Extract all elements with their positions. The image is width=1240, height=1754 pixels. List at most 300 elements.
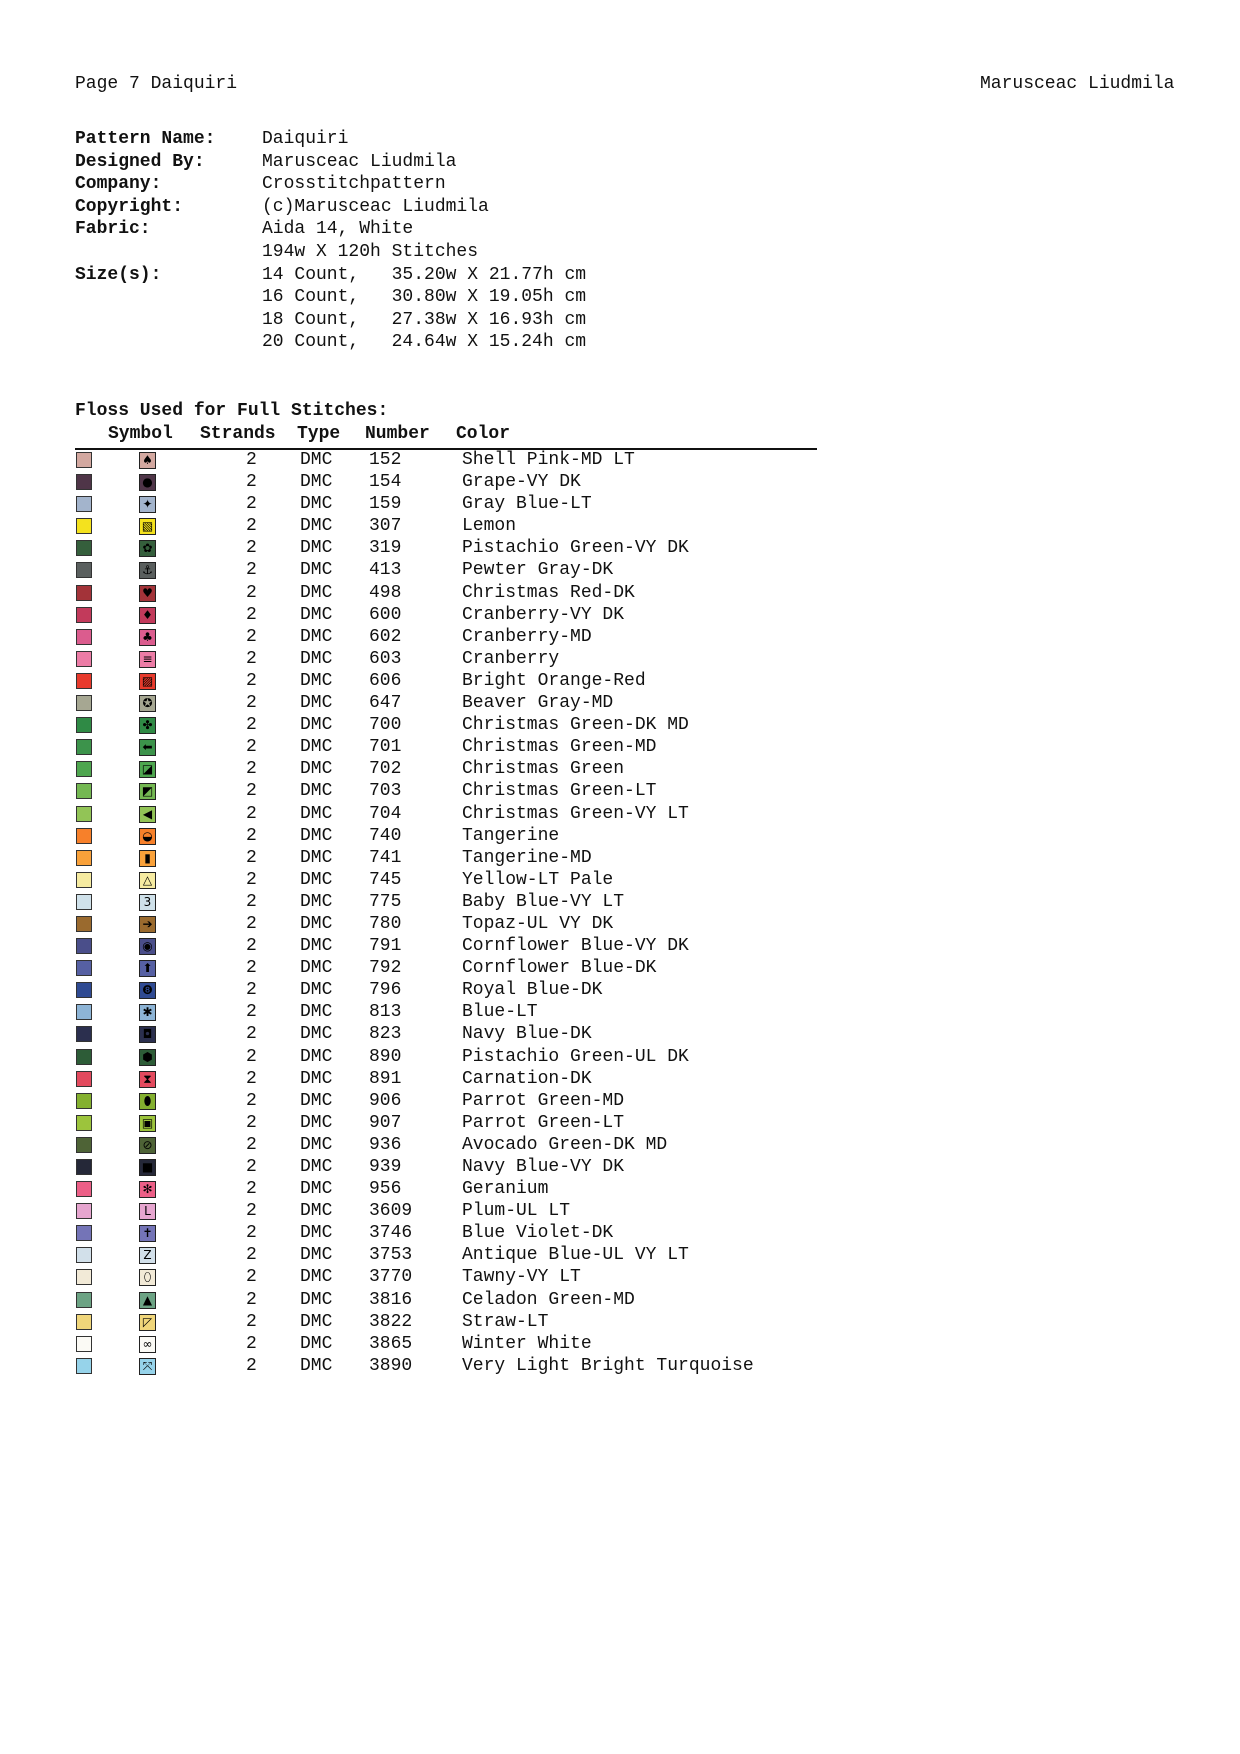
strands-value: 2 bbox=[246, 1134, 257, 1155]
floss-row bbox=[75, 1311, 835, 1333]
strands-value: 2 bbox=[246, 958, 257, 979]
stitch-symbol-icon: ▲ bbox=[139, 1292, 156, 1309]
info-value: 20 Count, 24.64w X 15.24h cm bbox=[262, 332, 587, 353]
number-value: 703 bbox=[369, 781, 402, 802]
col-type: Type bbox=[297, 424, 341, 444]
stitch-symbol-icon: ♠ bbox=[139, 452, 156, 469]
strands-value: 2 bbox=[246, 869, 257, 890]
color-name: Shell Pink-MD LT bbox=[462, 450, 635, 470]
color-name: Plum-UL LT bbox=[462, 1201, 571, 1222]
strands-value: 2 bbox=[246, 1046, 257, 1067]
color-name: Antique Blue-UL VY LT bbox=[462, 1245, 689, 1266]
floss-row bbox=[75, 1355, 835, 1377]
strands-value: 2 bbox=[246, 781, 257, 802]
stitch-symbol-icon: ◀ bbox=[139, 806, 156, 823]
color-swatch bbox=[76, 850, 92, 866]
number-value: 792 bbox=[369, 958, 402, 979]
strands-value: 2 bbox=[246, 472, 257, 493]
number-value: 154 bbox=[369, 472, 402, 493]
type-value: DMC bbox=[300, 825, 333, 846]
color-name: Navy Blue-VY DK bbox=[462, 1157, 625, 1177]
type-value: DMC bbox=[300, 582, 333, 603]
color-swatch bbox=[76, 739, 92, 755]
stitch-symbol-icon: ⬅ bbox=[139, 739, 156, 756]
stitch-symbol-icon: ◸ bbox=[139, 1314, 156, 1331]
color-swatch bbox=[76, 1269, 92, 1285]
number-value: 152 bbox=[369, 450, 402, 470]
color-swatch bbox=[76, 1115, 92, 1131]
color-name: Tangerine-MD bbox=[462, 847, 592, 868]
floss-row bbox=[75, 1289, 835, 1311]
strands-value: 2 bbox=[246, 1289, 257, 1310]
type-value: DMC bbox=[300, 1002, 333, 1023]
stitch-symbol-icon: ◒ bbox=[139, 828, 156, 845]
strands-value: 2 bbox=[246, 1267, 257, 1288]
color-swatch bbox=[76, 1071, 92, 1087]
stitch-symbol-icon: ♦ bbox=[139, 607, 156, 624]
number-value: 3770 bbox=[369, 1267, 413, 1288]
strands-value: 2 bbox=[246, 604, 257, 625]
number-value: 906 bbox=[369, 1090, 402, 1111]
strands-value: 2 bbox=[246, 891, 257, 912]
floss-row bbox=[75, 582, 835, 604]
info-value: 16 Count, 30.80w X 19.05h cm bbox=[262, 287, 587, 308]
strands-value: 2 bbox=[246, 825, 257, 846]
number-value: 813 bbox=[369, 1002, 402, 1023]
number-value: 891 bbox=[369, 1068, 402, 1089]
color-swatch bbox=[76, 695, 92, 711]
stitch-symbol-icon: ◘ bbox=[139, 1026, 156, 1043]
color-swatch bbox=[76, 673, 92, 689]
type-value: DMC bbox=[300, 1355, 333, 1376]
color-name: Topaz-UL VY DK bbox=[462, 913, 614, 934]
color-swatch bbox=[76, 518, 92, 534]
color-swatch bbox=[76, 1358, 92, 1374]
strands-value: 2 bbox=[246, 1090, 257, 1111]
color-name: Cranberry-MD bbox=[462, 626, 592, 647]
stitch-symbol-icon: ● bbox=[139, 474, 156, 491]
info-label: Pattern Name: bbox=[75, 129, 216, 149]
strands-value: 2 bbox=[246, 1311, 257, 1332]
stitch-symbol-icon: ≡ bbox=[139, 651, 156, 668]
number-value: 745 bbox=[369, 869, 402, 890]
floss-row bbox=[75, 847, 835, 869]
floss-row bbox=[75, 471, 835, 493]
floss-row bbox=[75, 825, 835, 847]
floss-row bbox=[75, 913, 835, 935]
type-value: DMC bbox=[300, 759, 333, 780]
floss-row bbox=[75, 648, 835, 670]
floss-row bbox=[75, 1200, 835, 1222]
col-strands: Strands bbox=[200, 424, 276, 444]
floss-row bbox=[75, 1068, 835, 1090]
number-value: 939 bbox=[369, 1157, 402, 1177]
info-value: Daiquiri bbox=[262, 129, 349, 149]
strands-value: 2 bbox=[246, 626, 257, 647]
info-label: Company: bbox=[75, 174, 162, 195]
type-value: DMC bbox=[300, 847, 333, 868]
color-swatch bbox=[76, 1093, 92, 1109]
color-swatch bbox=[76, 452, 92, 468]
number-value: 796 bbox=[369, 980, 402, 1001]
stitch-symbol-icon: ▨ bbox=[139, 673, 156, 690]
floss-row bbox=[75, 1178, 835, 1200]
color-swatch bbox=[76, 1181, 92, 1197]
number-value: 702 bbox=[369, 759, 402, 780]
type-value: DMC bbox=[300, 1223, 333, 1244]
color-name: Royal Blue-DK bbox=[462, 980, 603, 1001]
color-swatch bbox=[76, 629, 92, 645]
stitch-symbol-icon: ∞ bbox=[139, 1336, 156, 1353]
stitch-symbol-icon: ⬯ bbox=[139, 1269, 156, 1286]
number-value: 3865 bbox=[369, 1333, 413, 1354]
floss-row bbox=[75, 1023, 835, 1045]
strands-value: 2 bbox=[246, 494, 257, 515]
number-value: 3890 bbox=[369, 1355, 413, 1376]
stitch-symbol-icon: ➔ bbox=[139, 916, 156, 933]
color-name: Parrot Green-MD bbox=[462, 1090, 625, 1111]
strands-value: 2 bbox=[246, 759, 257, 780]
stitch-symbol-icon: ▣ bbox=[139, 1115, 156, 1132]
strands-value: 2 bbox=[246, 582, 257, 603]
floss-row bbox=[75, 758, 835, 780]
color-swatch bbox=[76, 806, 92, 822]
color-name: Christmas Green-LT bbox=[462, 781, 657, 802]
stitch-symbol-icon: ⬢ bbox=[139, 1049, 156, 1066]
number-value: 823 bbox=[369, 1024, 402, 1045]
stitch-symbol-icon: ⊘ bbox=[139, 1137, 156, 1154]
floss-row bbox=[75, 515, 835, 537]
color-name: Pewter Gray-DK bbox=[462, 560, 614, 581]
color-swatch bbox=[76, 1225, 92, 1241]
type-value: DMC bbox=[300, 1267, 333, 1288]
strands-value: 2 bbox=[246, 1112, 257, 1133]
stitch-symbol-icon: ▧ bbox=[139, 518, 156, 535]
color-name: Lemon bbox=[462, 516, 517, 537]
strands-value: 2 bbox=[246, 1333, 257, 1354]
type-value: DMC bbox=[300, 781, 333, 802]
number-value: 3822 bbox=[369, 1311, 413, 1332]
strands-value: 2 bbox=[246, 847, 257, 868]
number-value: 740 bbox=[369, 825, 402, 846]
type-value: DMC bbox=[300, 980, 333, 1001]
color-name: Pistachio Green-VY DK bbox=[462, 538, 689, 559]
color-name: Navy Blue-DK bbox=[462, 1024, 592, 1045]
color-swatch bbox=[76, 783, 92, 799]
floss-row bbox=[75, 1266, 835, 1288]
number-value: 890 bbox=[369, 1046, 402, 1067]
type-value: DMC bbox=[300, 1333, 333, 1354]
color-name: Cranberry-VY DK bbox=[462, 604, 625, 625]
floss-row bbox=[75, 626, 835, 648]
number-value: 775 bbox=[369, 891, 402, 912]
col-symbol: Symbol bbox=[108, 424, 173, 444]
col-number: Number bbox=[365, 424, 430, 444]
info-label: Size(s): bbox=[75, 264, 162, 285]
strands-value: 2 bbox=[246, 670, 257, 691]
color-name: Winter White bbox=[462, 1333, 592, 1354]
floss-section-title: Floss Used for Full Stitches: bbox=[75, 401, 389, 421]
page-header-left: Page 7 Daiquiri bbox=[75, 74, 238, 94]
color-name: Christmas Red-DK bbox=[462, 582, 635, 603]
color-name: Celadon Green-MD bbox=[462, 1289, 635, 1310]
number-value: 956 bbox=[369, 1179, 402, 1200]
strands-value: 2 bbox=[246, 913, 257, 934]
color-name: Cornflower Blue-VY DK bbox=[462, 936, 689, 957]
color-swatch bbox=[76, 828, 92, 844]
color-swatch bbox=[76, 982, 92, 998]
floss-row bbox=[75, 780, 835, 802]
floss-row bbox=[75, 803, 835, 825]
floss-row bbox=[75, 493, 835, 515]
color-swatch bbox=[76, 1004, 92, 1020]
page-header-designer: Marusceac Liudmila bbox=[980, 74, 1175, 94]
number-value: 3609 bbox=[369, 1201, 413, 1222]
type-value: DMC bbox=[300, 604, 333, 625]
type-value: DMC bbox=[300, 1311, 333, 1332]
info-label: Designed By: bbox=[75, 151, 205, 172]
type-value: DMC bbox=[300, 1112, 333, 1133]
strands-value: 2 bbox=[246, 1245, 257, 1266]
floss-row bbox=[75, 736, 835, 758]
strands-value: 2 bbox=[246, 648, 257, 669]
strands-value: 2 bbox=[246, 715, 257, 736]
strands-value: 2 bbox=[246, 1201, 257, 1222]
color-swatch bbox=[76, 938, 92, 954]
number-value: 907 bbox=[369, 1112, 402, 1133]
stitch-symbol-icon: 3 bbox=[139, 894, 156, 911]
stitch-symbol-icon: ♥ bbox=[139, 585, 156, 602]
floss-row bbox=[75, 537, 835, 559]
number-value: 307 bbox=[369, 516, 402, 537]
info-value: Crosstitchpattern bbox=[262, 174, 446, 195]
color-name: Tawny-VY LT bbox=[462, 1267, 581, 1288]
type-value: DMC bbox=[300, 1201, 333, 1222]
type-value: DMC bbox=[300, 648, 333, 669]
type-value: DMC bbox=[300, 538, 333, 559]
strands-value: 2 bbox=[246, 538, 257, 559]
type-value: DMC bbox=[300, 1157, 333, 1177]
type-value: DMC bbox=[300, 693, 333, 714]
color-name: Geranium bbox=[462, 1179, 549, 1200]
color-swatch bbox=[76, 1336, 92, 1352]
type-value: DMC bbox=[300, 560, 333, 581]
stitch-symbol-icon: ✻ bbox=[139, 1181, 156, 1198]
info-label: Fabric: bbox=[75, 219, 151, 240]
type-value: DMC bbox=[300, 670, 333, 691]
color-swatch bbox=[76, 872, 92, 888]
number-value: 780 bbox=[369, 913, 402, 934]
stitch-symbol-icon: ❽ bbox=[139, 982, 156, 999]
stitch-symbol-icon: ▮ bbox=[139, 850, 156, 867]
color-swatch bbox=[76, 1137, 92, 1153]
floss-row bbox=[75, 891, 835, 913]
stitch-symbol-icon: △ bbox=[139, 872, 156, 889]
strands-value: 2 bbox=[246, 693, 257, 714]
stitch-symbol-icon: ✱ bbox=[139, 1004, 156, 1021]
number-value: 159 bbox=[369, 494, 402, 515]
stitch-symbol-icon: ⤧ bbox=[139, 1358, 156, 1375]
number-value: 741 bbox=[369, 847, 402, 868]
type-value: DMC bbox=[300, 1068, 333, 1089]
color-name: Blue-LT bbox=[462, 1002, 538, 1023]
number-value: 704 bbox=[369, 803, 402, 824]
color-swatch bbox=[76, 540, 92, 556]
stitch-symbol-icon: ✿ bbox=[139, 540, 156, 557]
info-label: Copyright: bbox=[75, 196, 184, 217]
type-value: DMC bbox=[300, 1090, 333, 1111]
strands-value: 2 bbox=[246, 1355, 257, 1376]
info-value: 18 Count, 27.38w X 16.93h cm bbox=[262, 309, 587, 330]
color-swatch bbox=[76, 960, 92, 976]
stitch-symbol-icon: ⚓ bbox=[139, 562, 156, 579]
color-swatch bbox=[76, 916, 92, 932]
number-value: 791 bbox=[369, 936, 402, 957]
color-swatch bbox=[76, 1314, 92, 1330]
info-value: Marusceac Liudmila bbox=[262, 151, 457, 172]
floss-row bbox=[75, 1134, 835, 1156]
color-name: Straw-LT bbox=[462, 1311, 549, 1332]
stitch-symbol-icon: ⬆ bbox=[139, 960, 156, 977]
color-name: Very Light Bright Turquoise bbox=[462, 1355, 754, 1376]
stitch-symbol-icon: ✝ bbox=[139, 1225, 156, 1242]
color-name: Cranberry bbox=[462, 648, 560, 669]
type-value: DMC bbox=[300, 913, 333, 934]
stitch-symbol-icon: ◪ bbox=[139, 761, 156, 778]
color-swatch bbox=[76, 585, 92, 601]
color-name: Yellow-LT Pale bbox=[462, 869, 614, 890]
stitch-symbol-icon: ⬮ bbox=[139, 1093, 156, 1110]
type-value: DMC bbox=[300, 737, 333, 758]
floss-row bbox=[75, 1112, 835, 1134]
strands-value: 2 bbox=[246, 936, 257, 957]
number-value: 3746 bbox=[369, 1223, 413, 1244]
color-name: Beaver Gray-MD bbox=[462, 693, 614, 714]
stitch-symbol-icon: ◉ bbox=[139, 938, 156, 955]
color-swatch bbox=[76, 607, 92, 623]
color-name: Gray Blue-LT bbox=[462, 494, 592, 515]
floss-row bbox=[75, 979, 835, 1001]
floss-row bbox=[75, 604, 835, 626]
color-swatch bbox=[76, 717, 92, 733]
color-name: Christmas Green-VY LT bbox=[462, 803, 689, 824]
color-name: Carnation-DK bbox=[462, 1068, 592, 1089]
type-value: DMC bbox=[300, 936, 333, 957]
number-value: 606 bbox=[369, 670, 402, 691]
floss-table-header bbox=[75, 424, 817, 450]
floss-row bbox=[75, 692, 835, 714]
stitch-symbol-icon: ⧗ bbox=[139, 1071, 156, 1088]
color-name: Pistachio Green-UL DK bbox=[462, 1046, 689, 1067]
color-swatch bbox=[76, 651, 92, 667]
color-name: Avocado Green-DK MD bbox=[462, 1134, 668, 1155]
strands-value: 2 bbox=[246, 1024, 257, 1045]
type-value: DMC bbox=[300, 715, 333, 736]
color-swatch bbox=[76, 496, 92, 512]
floss-row bbox=[75, 449, 835, 471]
floss-row bbox=[75, 1046, 835, 1068]
type-value: DMC bbox=[300, 891, 333, 912]
info-value: 14 Count, 35.20w X 21.77h cm bbox=[262, 264, 587, 285]
number-value: 3816 bbox=[369, 1289, 413, 1310]
floss-row bbox=[75, 1001, 835, 1023]
floss-row bbox=[75, 957, 835, 979]
strands-value: 2 bbox=[246, 1223, 257, 1244]
color-name: Christmas Green bbox=[462, 759, 625, 780]
number-value: 603 bbox=[369, 648, 402, 669]
color-swatch bbox=[76, 1247, 92, 1263]
color-name: Cornflower Blue-DK bbox=[462, 958, 657, 979]
stitch-symbol-icon: Z bbox=[139, 1247, 156, 1264]
color-name: Blue Violet-DK bbox=[462, 1223, 614, 1244]
color-name: Baby Blue-VY LT bbox=[462, 891, 625, 912]
stitch-symbol-icon: ✪ bbox=[139, 695, 156, 712]
info-value: 194w X 120h Stitches bbox=[262, 241, 479, 262]
number-value: 413 bbox=[369, 560, 402, 581]
type-value: DMC bbox=[300, 450, 333, 470]
floss-row bbox=[75, 1156, 835, 1178]
floss-table bbox=[75, 449, 835, 1377]
type-value: DMC bbox=[300, 958, 333, 979]
number-value: 647 bbox=[369, 693, 402, 714]
floss-row bbox=[75, 935, 835, 957]
color-swatch bbox=[76, 1203, 92, 1219]
floss-row bbox=[75, 1222, 835, 1244]
color-name: Christmas Green-DK MD bbox=[462, 715, 689, 736]
strands-value: 2 bbox=[246, 1068, 257, 1089]
type-value: DMC bbox=[300, 869, 333, 890]
stitch-symbol-icon: ◩ bbox=[139, 783, 156, 800]
type-value: DMC bbox=[300, 1289, 333, 1310]
stitch-symbol-icon: ✦ bbox=[139, 496, 156, 513]
strands-value: 2 bbox=[246, 450, 257, 470]
color-swatch bbox=[76, 1292, 92, 1308]
info-value: (c)Marusceac Liudmila bbox=[262, 196, 489, 217]
type-value: DMC bbox=[300, 1134, 333, 1155]
number-value: 936 bbox=[369, 1134, 402, 1155]
strands-value: 2 bbox=[246, 1157, 257, 1177]
stitch-symbol-icon: L bbox=[139, 1203, 156, 1220]
color-name: Parrot Green-LT bbox=[462, 1112, 625, 1133]
color-name: Grape-VY DK bbox=[462, 472, 581, 493]
strands-value: 2 bbox=[246, 803, 257, 824]
color-name: Tangerine bbox=[462, 825, 560, 846]
floss-row bbox=[75, 670, 835, 692]
type-value: DMC bbox=[300, 1046, 333, 1067]
color-swatch bbox=[76, 1049, 92, 1065]
color-swatch bbox=[76, 474, 92, 490]
stitch-symbol-icon: ■ bbox=[139, 1159, 156, 1176]
type-value: DMC bbox=[300, 472, 333, 493]
number-value: 700 bbox=[369, 715, 402, 736]
floss-row bbox=[75, 1090, 835, 1112]
color-swatch bbox=[76, 894, 92, 910]
stitch-symbol-icon: ✤ bbox=[139, 717, 156, 734]
color-swatch bbox=[76, 761, 92, 777]
info-value: Aida 14, White bbox=[262, 219, 414, 240]
type-value: DMC bbox=[300, 1245, 333, 1266]
color-name: Bright Orange-Red bbox=[462, 670, 646, 691]
number-value: 319 bbox=[369, 538, 402, 559]
number-value: 600 bbox=[369, 604, 402, 625]
type-value: DMC bbox=[300, 1179, 333, 1200]
color-name: Christmas Green-MD bbox=[462, 737, 657, 758]
type-value: DMC bbox=[300, 516, 333, 537]
strands-value: 2 bbox=[246, 737, 257, 758]
strands-value: 2 bbox=[246, 560, 257, 581]
type-value: DMC bbox=[300, 803, 333, 824]
strands-value: 2 bbox=[246, 980, 257, 1001]
